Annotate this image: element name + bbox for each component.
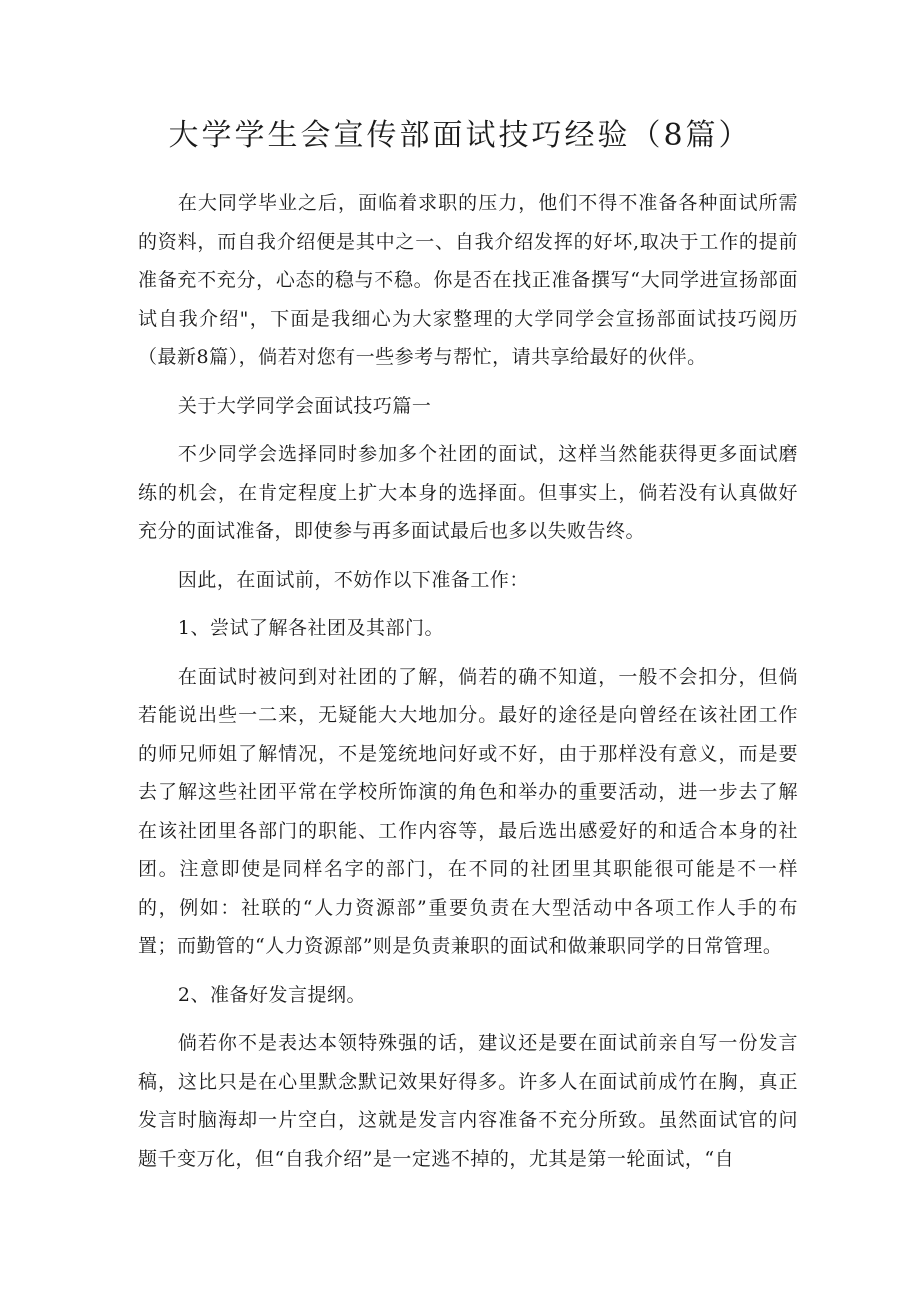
section-heading: 关于大学同学会面试技巧篇一 <box>177 394 432 417</box>
body-paragraph: 因此，在面试前，不妨作以下准备工作： <box>177 568 529 591</box>
body-paragraph: 不少同学会选择同时参加多个社团的面试，这样当然能获得更多面试磨练的机会，在肯定程度上扩大本身的选择面。但事实上，倘若没有认真做好充分的面试准备，即使参与再多面试最后也多以失败告终。 <box>138 443 798 542</box>
body-paragraph: 在面试时被问到对社团的了解，倘若的确不知道，一般不会扣分，但倘若能说出些一二来，无疑能大大地加分。最好的途径是向曾经在该社团工作的师兄师姐了解情况，不是笼统地问好或不好，由于那样没有意义，而是要去了解这些社团平常在学校所饰演的角色和举办的重要活动，进一步去了解在该社团里各部门的职能、工作内容等，最后选出感爱好的和适合本身的社团。注意即使是同样名字的部门，在不同的社团里其职能很可能是不一样的，例如：社联的“人力资源部”重要负责在大型活动中各项工作人手的布置；而勤管的“人力资源部”则是负责兼职的面试和做兼职同学的日常管理。 <box>138 665 798 957</box>
intro-paragraph: 在大同学毕业之后，面临着求职的压力，他们不得不准备各种面试所需的资料，而自我介绍便是其中之一、自我介绍发挥的好坏,取决于工作的提前准备充不充分，心态的稳与不稳。你是否在找正准备撰写“大同学进宣扬部面试自我介绍"，下面是我细心为大家整理的大学同学会宣扬部面试技巧阅历（最新8篇），倘若对您有一些参考与帮忙，请共享给最好的伙伴。 <box>138 192 798 368</box>
list-item-heading: 2、准备好发言提纲。 <box>177 983 366 1006</box>
document-title: 大学学生会宣传部面试技巧经验（8篇） <box>168 118 752 153</box>
list-item-heading: 1、尝试了解各社团及其部门。 <box>177 617 444 639</box>
body-paragraph: 倘若你不是表达本领特殊强的话，建议还是要在面试前亲自写一份发言稿，这比只是在心里默念默记效果好得多。许多人在面试前成竹在胸，真正发言时脑海却一片空白，这就是发言内容准备不充分所致。虽然面试官的问题千变万化，但“自我介绍”是一定逃不掉的，尤其是第一轮面试，“自 <box>138 1032 798 1170</box>
document-body <box>138 184 798 1188</box>
